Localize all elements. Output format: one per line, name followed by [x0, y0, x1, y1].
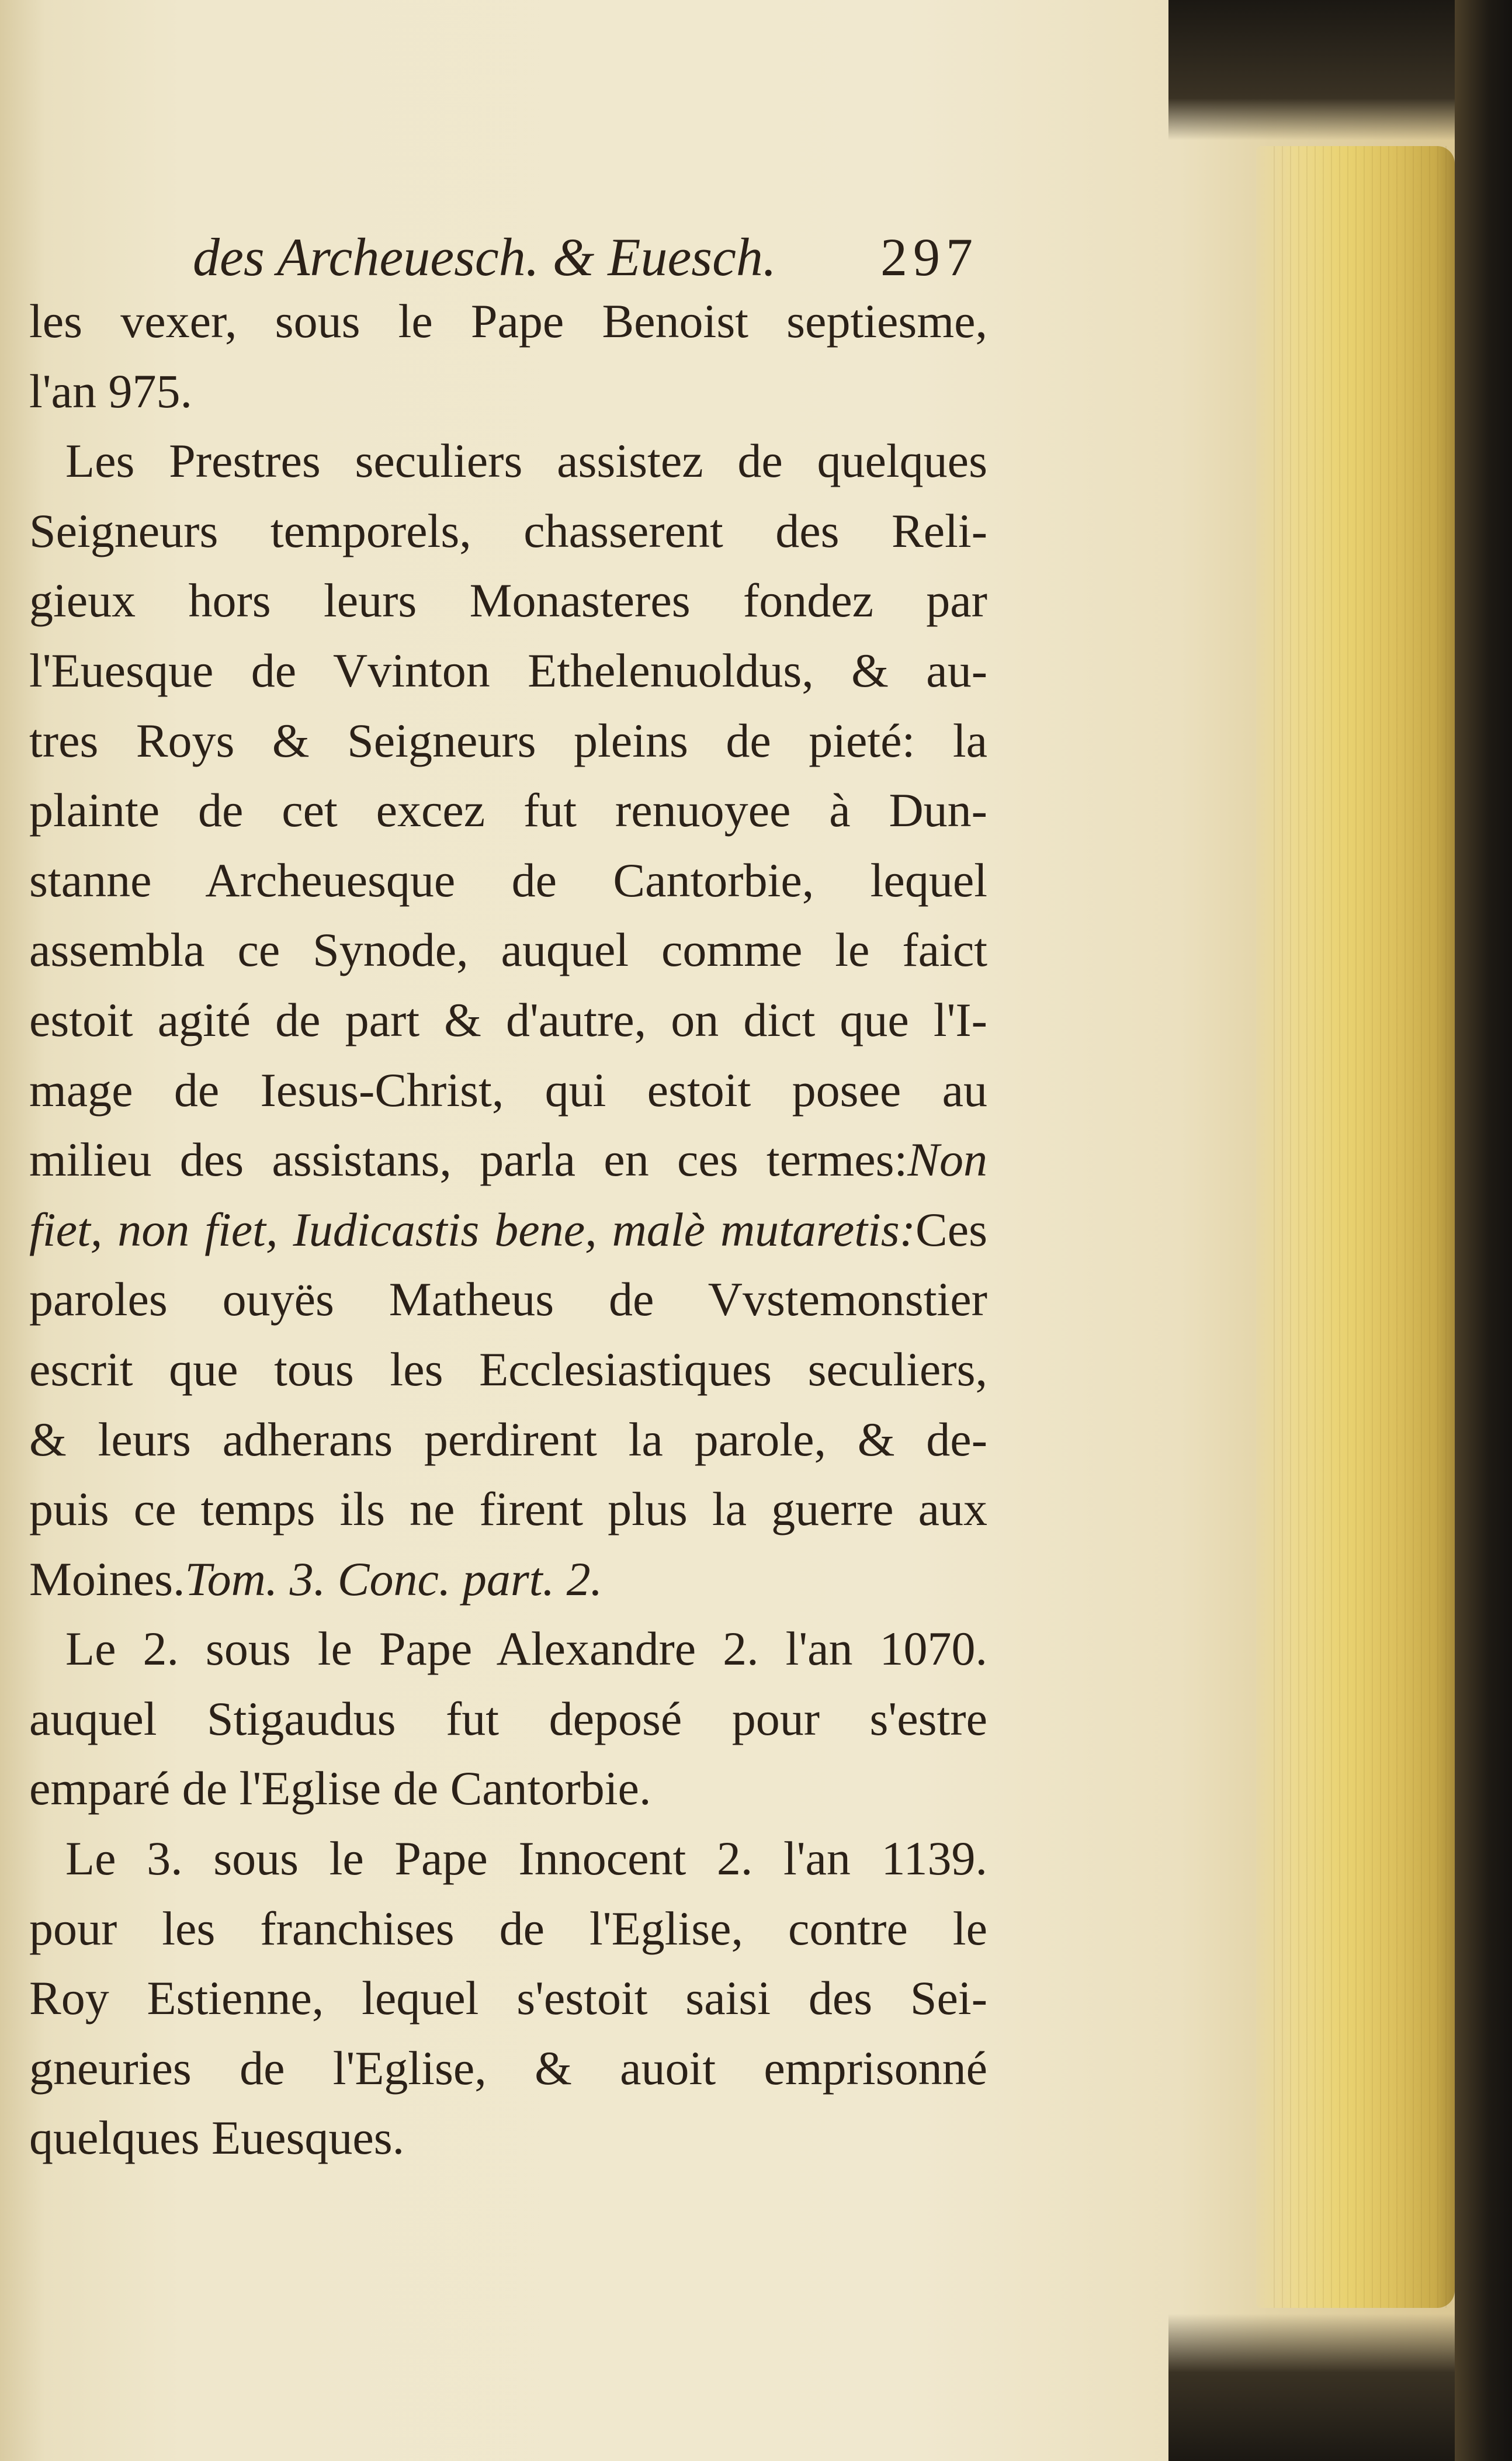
page-number: 297	[880, 227, 979, 287]
body-text	[29, 286, 987, 2173]
text-line: quelques Euesques.	[29, 2111, 405, 2165]
text-line: tres Roys & Seigneurs pleins de pieté: la	[29, 713, 987, 767]
text-line: les vexer, sous le Pape Benoist septiesme,	[29, 294, 987, 348]
text-line: paroles ouyës Matheus de Vvstemonstier	[29, 1273, 987, 1326]
book-cover-edge	[1455, 0, 1512, 2461]
text-line: mage de Iesus-Christ, qui estoit posee au	[29, 1063, 987, 1117]
text-line: & leurs adherans perdirent la parole, & de-	[29, 1412, 987, 1466]
text-line: gneuries de l'Eglise, & auoit emprisonné	[29, 2041, 987, 2095]
running-head: des Archeuesch. & Euesch.	[193, 227, 776, 287]
text-line: milieu des assistans, parla en ces termes:Non	[29, 1133, 987, 1187]
text-line: estoit agité de part & d'autre, on dict que l'I-	[29, 993, 987, 1046]
page-fore-edge-texture	[1274, 146, 1449, 2308]
text-line: pour les franchises de l'Eglise, contre le	[29, 1901, 987, 1955]
text-line: assembla ce Synode, auquel comme le faict	[29, 923, 987, 977]
text-line: puis ce temps ils ne firent plus la guerre aux	[29, 1482, 987, 1536]
text-line: l'an 975.	[29, 364, 192, 418]
text-line: Les Prestres seculiers assistez de quelques	[65, 434, 987, 488]
text-line: gieux hors leurs Monasteres fondez par	[29, 574, 987, 628]
text-line: escrit que tous les Ecclesiastiques seculiers,	[29, 1342, 987, 1396]
text-line: auquel Stigaudus fut deposé pour s'estre	[29, 1691, 987, 1745]
text-line: Moines.Tom. 3. Conc. part. 2.	[29, 1552, 603, 1606]
text-line: Le 3. sous le Pape Innocent 2. l'an 1139.	[65, 1832, 987, 1885]
text-line: Seigneurs temporels, chasserent des Reli-	[29, 504, 987, 557]
text-line: plainte de cet excez fut renuoyee à Dun-	[29, 784, 987, 837]
text-line: Roy Estienne, lequel s'estoit saisi des Sei-	[29, 1971, 987, 2025]
text-line: Le 2. sous le Pape Alexandre 2. l'an 1070.	[65, 1622, 987, 1676]
text-line: stanne Archeuesque de Cantorbie, lequel	[29, 853, 987, 907]
text-line: fiet, non fiet, Iudicastis bene, malè mutaretis:Ces	[29, 1202, 987, 1256]
text-line: emparé de l'Eglise de Cantorbie.	[29, 1762, 651, 1815]
text-line: l'Euesque de Vvinton Ethelenuoldus, & au-	[29, 643, 987, 697]
